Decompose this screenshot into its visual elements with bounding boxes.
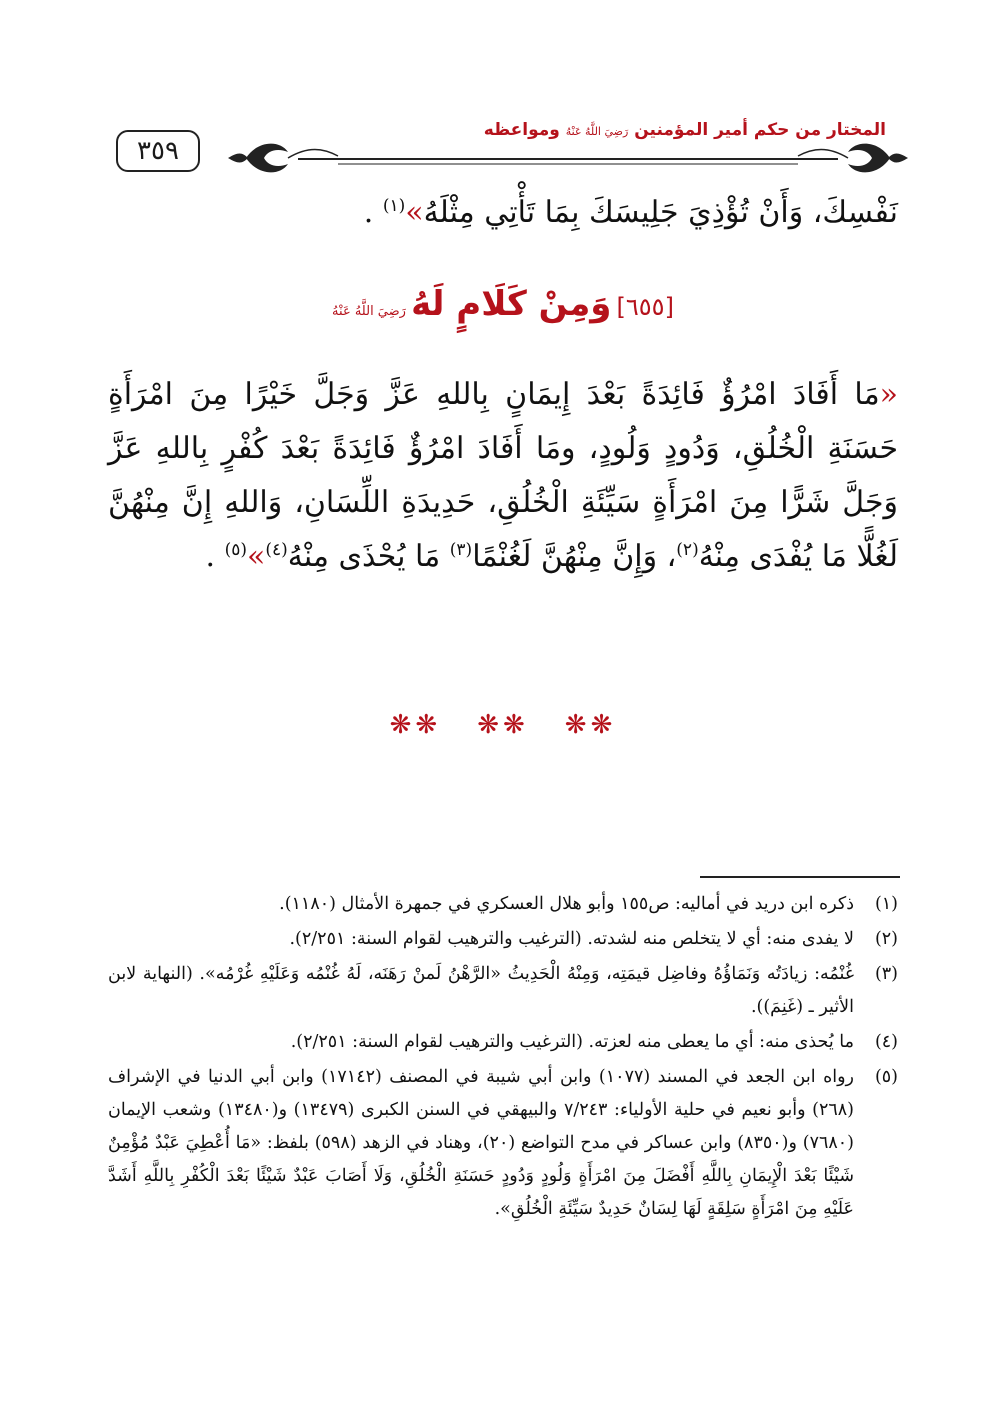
running-title — [484, 120, 886, 140]
close-quote: » — [405, 195, 424, 230]
footnote-number: (٤) — [874, 1032, 898, 1052]
footnote-text: رواه ابن الجعد في المسند (١٠٧٧) وابن أبي شيبة في المصنف (١٧١٤٢) وابن أبي الدنيا في الإشراف (٢٦٨) وأبو نعيم في حلية الأولياء: ٧/٢٤٣ والبيهقي في السنن الكبرى (١٣٤٧٩) و(١٣٤٨٠) وشعب الإيمان (٧٦٨٠) و(٨٣٥٠) وابن عساكر في مدح التواضع (٢٠)، وهناد في الزهد (٥٩٨) بلفظ: «مَا أُعْطِيَ عَبْدٌ مُؤْمِنٌ شَيْئًا بَعْدَ الْإِيمَانِ بِاللَّهِ أَفْضَلَ مِنَ امْرَأَةٍ وَلُودٍ وَدُودٍ حَسَنَةِ الْخُلُقِ، وَلَا أَصَابَ عَبْدٌ شَيْئًا بَعْدَ الْكُفْرِ بِاللَّهِ أَشَدَّ عَلَيْهِ مِنَ امْرَأَةٍ سَلِقَةٍ لَهَا لِسَانٌ حَدِيدٌ سَيِّئَةِ الْخُلُقِ». — [108, 1067, 855, 1219]
footnote — [108, 923, 898, 956]
quote-part-3: مَا يُحْذَى مِنْهُ — [287, 539, 450, 574]
footnote-text: لا يفدى منه: أي لا يتخلص منه لشدته. (الترغيب والترهيب لقوام السنة: ٢/٢٥١). — [289, 929, 854, 949]
section-number: [٦٥٥] — [616, 293, 674, 321]
page-header — [108, 116, 908, 180]
star-ornament-icon: ❋❋ — [564, 710, 617, 740]
footnote-text: غُنْمُه: زيادَتُه وَنَمَاؤُهُ وفاضِل قيمَتِه، وَمِنْهُ الْحَدِيثُ «الرَّهْنُ لَمنْ رَهَنَه، لَهُ غُنْمُه وَعَلَيْهِ غُرْمُه». (النهاية لابن الأثير ـ (غَنِمَ)). — [108, 964, 854, 1017]
open-quote: « — [879, 377, 898, 412]
footnote — [108, 888, 898, 921]
footnote-ref-4: (٤) — [265, 540, 288, 560]
section-heading — [108, 284, 898, 324]
continuation-paragraph — [108, 186, 898, 240]
footnote-number: (٣) — [874, 964, 898, 984]
footnotes — [108, 888, 898, 1228]
continuation-text: نَفْسِكَ، وَأَنْ تُؤْذِيَ جَلِيسَكَ بِمَا تَأْتِي مِثْلَهُ — [423, 195, 898, 230]
footnote-text: ذكره ابن دريد في أماليه: ص١٥٥ وأبو هلال العسكري في جمهرة الأمثال (١١٨٠). — [279, 894, 854, 914]
running-title-text: المختار من حكم أمير المؤمنين — [634, 120, 886, 140]
star-ornament-icon: ❋❋ — [477, 710, 529, 740]
star-ornament-icon: ❋❋ — [389, 710, 442, 740]
close-quote: » — [247, 539, 266, 574]
footnote-text: ما يُحذى منه: أي ما يعطى منه لعزته. (الترغيب والترهيب لقوام السنة: ٢/٢٥١). — [290, 1032, 854, 1052]
running-title-honorific: رَضِيَ اللَّهُ عَنْهُ — [565, 125, 629, 138]
footnote-divider — [700, 876, 900, 878]
quote-paragraph — [108, 368, 898, 584]
footnote-ref-5: (٥) — [224, 540, 248, 560]
continuation-end: . — [363, 195, 383, 230]
footnote-number: (٥) — [874, 1067, 898, 1087]
quote-end: . — [205, 539, 225, 574]
quote-part-2: ، وَإِنَّ مِنْهُنَّ لَغُنْمًا — [472, 539, 677, 574]
footnote — [108, 958, 898, 1024]
footnote — [108, 1061, 898, 1226]
running-title-end: ومواعظه — [483, 120, 560, 140]
footnote-number: (٢) — [874, 929, 898, 949]
footnote-ref-2: (٢) — [676, 540, 699, 560]
footnote-number: (١) — [874, 894, 898, 914]
section-separator — [108, 710, 898, 740]
section-title: وَمِنْ كَلَامٍ لَهُ — [411, 284, 612, 324]
footnote-ref-3: (٣) — [449, 540, 473, 560]
page-number: ٣٥٩ — [116, 130, 200, 172]
quote-part-1: مَا أَفَادَ امْرُؤٌ فَائِدَةً بَعْدَ إِيمَانٍ بِاللهِ عَزَّ وَجَلَّ خَيْرًا مِنَ امْرَأَةٍ حَسَنَةِ الْخُلُقِ، وَدُودٍ وَلُودٍ، ومَا أَفَادَ امْرُؤٌ فَائِدَةً بَعْدَ كُفْرٍ بِاللهِ عَزَّ وَجَلَّ شَرًّا مِنَ امْرَأَةٍ سَيِّئَةِ الْخُلُقِ، حَدِيدَةِ اللِّسَانِ، وَاللهِ إِنَّ مِنْهُنَّ لَغُلًّا مَا يُفْدَى مِنْهُ — [108, 377, 898, 574]
footnote-ref-1: (١) — [382, 196, 406, 216]
section-honorific: رَضِيَ اللَّهُ عَنْهُ — [332, 304, 406, 319]
footnote — [108, 1026, 898, 1059]
